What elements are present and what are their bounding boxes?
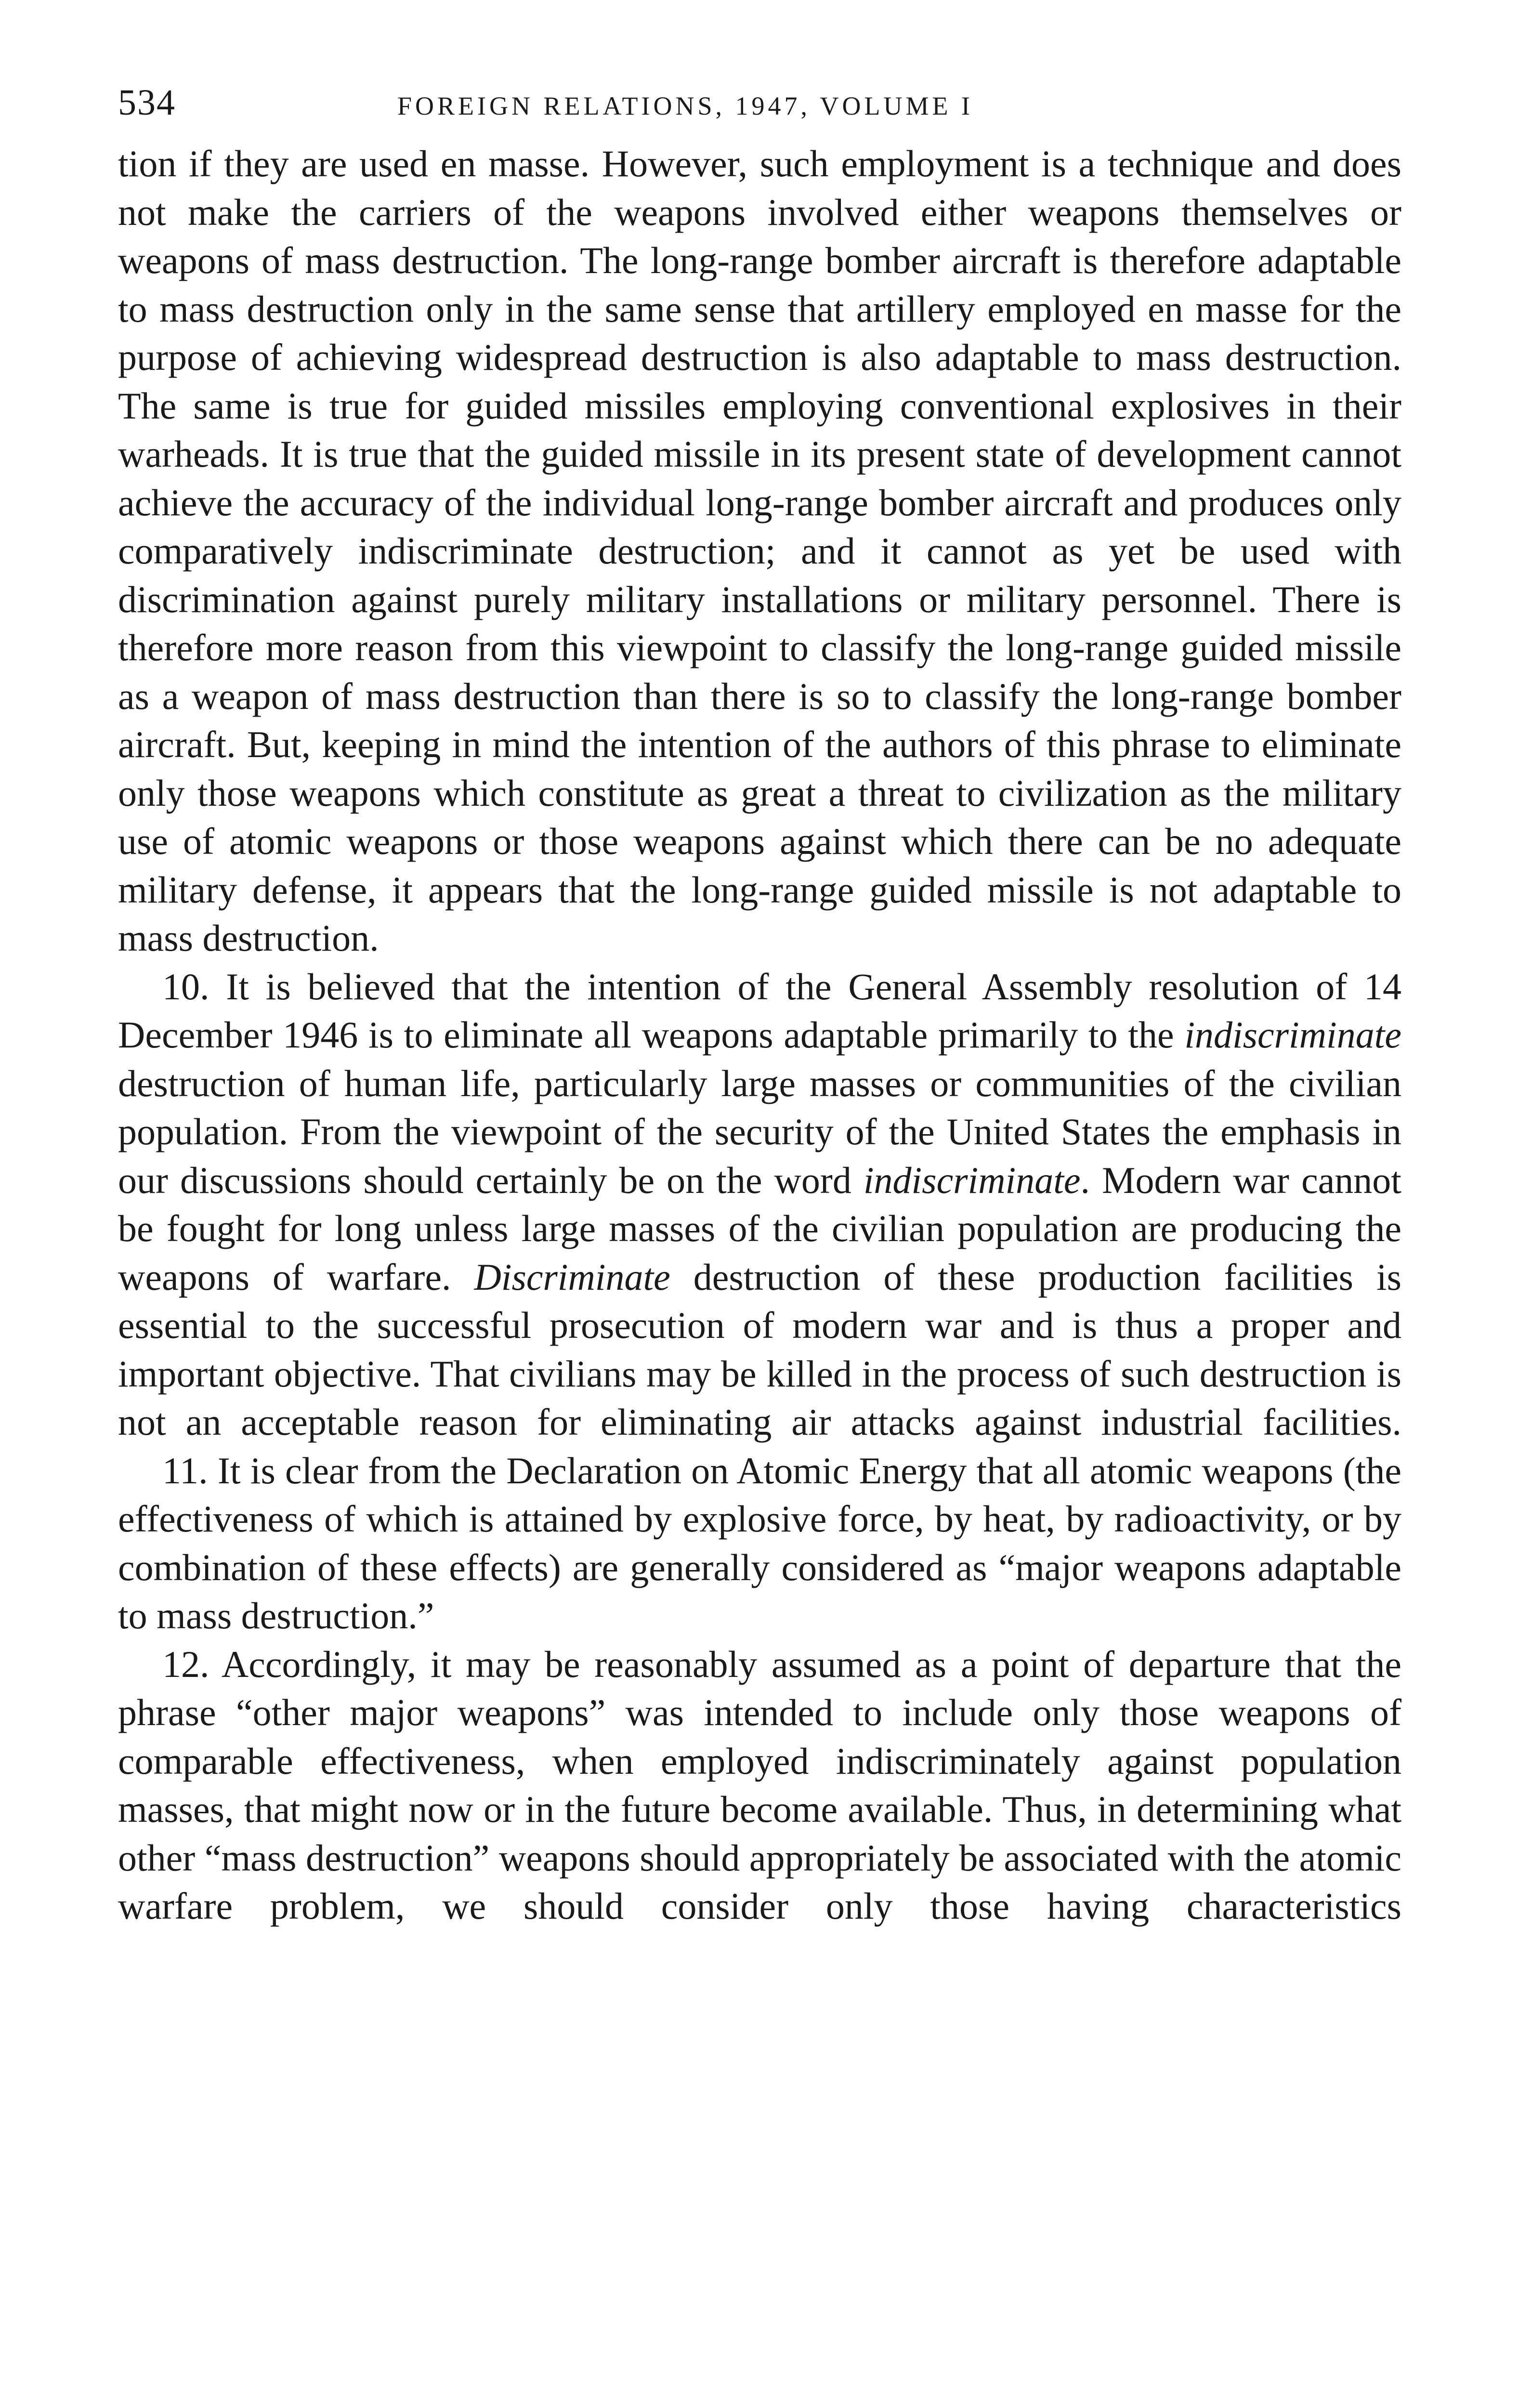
paragraph-text-part: . Modern war cannot be fought for long unless large masses of the civilian population are producing the weapons of warfare. — [118, 1159, 1401, 1298]
paragraph-text-part: destruction of human life, particularly large masses or communities of the civilian population. From the viewpoint of the security of the United States the emphasis in our discussions should certainly be on the word — [118, 1062, 1401, 1201]
emphasis-text: Discriminate — [474, 1256, 670, 1298]
paragraph-10 — [118, 963, 1401, 1447]
paragraph-text: 12. Accordingly, it may be reasonably assumed as a point of departure that the phrase “other major weapons” was intended to include only those weapons of comparable effectiveness, when employed indiscriminately against population masses, that might now or in the future become available. Thus, in determining what other “mass destruction” weapons should appropriately be associated with the atomic warfare problem, we should consider only those having characteristics — [118, 1643, 1401, 1927]
paragraph-text: tion if they are used en masse. However, such employment is a technique and does not make the carriers of the weapons involved either weapons themselves or weapons of mass destruction. The long-range bomber aircraft is therefore adaptable to mass destruction only in the same sense that artillery employed en masse for the purpose of achieving widespread destruction is also adaptable to mass destruction. The same is true for guided missiles employing conventional explosives in their warheads. It is true that the guided missile in its present state of development cannot achieve the accuracy of the individual long-range bomber aircraft and produces only comparatively indiscriminate destruction; and it cannot as yet be used with discrimination against purely military installations or military personnel. There is therefore more reason from this viewpoint to classify the long-range guided missile as a weapon of mass destruction than there is so to classify the long-range bomber aircraft. But, keeping in mind the intention of the authors of this phrase to eliminate only those weapons which constitute as great a threat to civilization as the military use of atomic weapons or those weapons against which there can be no adequate military defense, it appears that the long-range guided missile is not adaptable to mass destruction. — [118, 143, 1401, 959]
paragraph-text: 11. It is clear from the Declaration on Atomic Energy that all atomic weapons (the effectiveness of which is attained by explosive force, by heat, by radioactivity, or by combination of these effects) are generally considered as “major weapons adaptable to mass destruction.” — [118, 1449, 1401, 1636]
page-number: 534 — [118, 82, 176, 123]
paragraph-continued — [118, 140, 1401, 963]
emphasis-text: indiscriminate — [1184, 1014, 1401, 1056]
page-header — [118, 82, 1401, 140]
emphasis-text: indiscriminate — [863, 1159, 1081, 1201]
paragraph-text-part: 10. It is believed that the intention of the General Assembly resolution of 14 December 1946 is to eliminate all weapons adaptable primarily to the — [118, 965, 1401, 1056]
running-head: FOREIGN RELATIONS, 1947, VOLUME I — [397, 92, 973, 120]
paragraph-11 — [118, 1447, 1401, 1640]
paragraph-12 — [118, 1640, 1401, 1931]
paragraph-text-part: destruction of these production facilities is essential to the successful prosecution of modern war and is thus a proper and important objective. That civilians may be killed in the process of such destruction is not an acceptable reason for eliminating air attacks against industrial facilities. — [118, 1256, 1401, 1443]
document-page — [118, 82, 1401, 1931]
body-text — [118, 140, 1401, 1931]
